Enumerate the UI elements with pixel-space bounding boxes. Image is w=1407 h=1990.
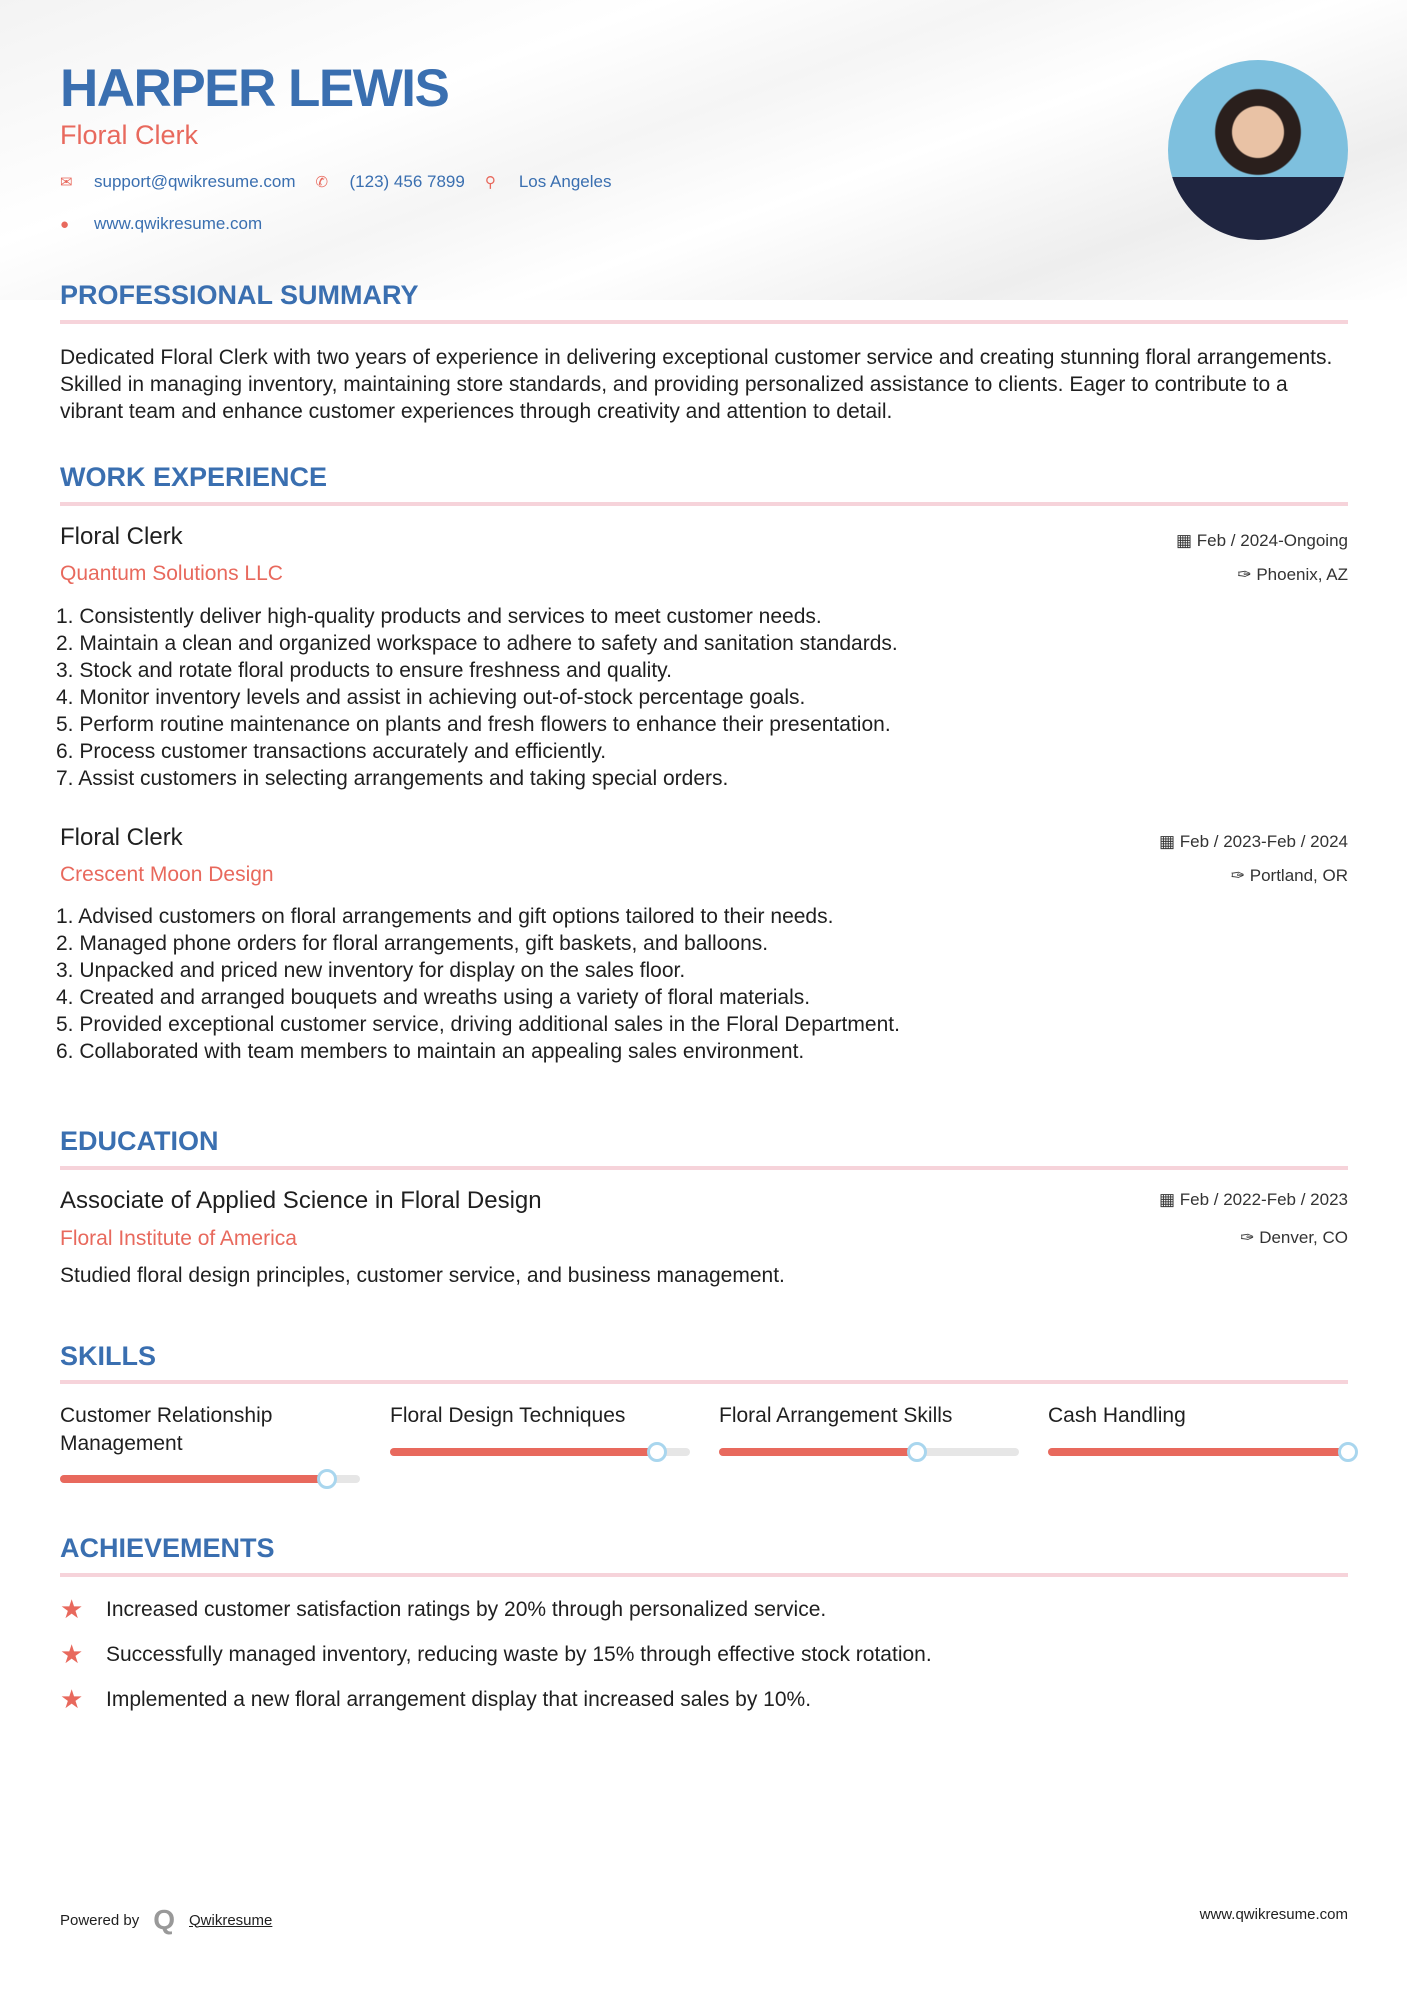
- list-item: 4. Created and arranged bouquets and wreaths using a variety of floral materials.: [56, 986, 811, 1009]
- job-bullets: [56, 903, 900, 1065]
- achievements-heading: ACHIEVEMENTS: [60, 1533, 275, 1563]
- divider: [60, 1166, 1348, 1170]
- powered-by-text: Powered by: [60, 1911, 140, 1929]
- achievement-item: [60, 1639, 932, 1670]
- candidate-title: Floral Clerk: [60, 120, 199, 150]
- pin-icon: ✑: [1230, 866, 1250, 885]
- skill-label: Floral Design Techniques: [390, 1404, 626, 1427]
- skill-level-bar: [719, 1448, 1019, 1456]
- calendar-icon: ▦: [1175, 531, 1197, 550]
- skill-label: Cash Handling: [1048, 1404, 1186, 1427]
- achievement-text: Implemented a new floral arrangement display that increased sales by 10%.: [106, 1687, 812, 1711]
- skill-knob: [647, 1442, 667, 1462]
- website-link[interactable]: www.qwikresume.com: [94, 214, 263, 233]
- email-link[interactable]: support@qwikresume.com: [94, 172, 296, 191]
- list-item: 5. Perform routine maintenance on plants and fresh flowers to enhance their presentation.: [56, 713, 891, 736]
- school-name: Floral Institute of America: [60, 1227, 297, 1250]
- divider: [60, 1573, 1348, 1577]
- phone-text: (123) 456 7899: [349, 172, 465, 191]
- footer-powered: [60, 1904, 272, 1936]
- location-text: Los Angeles: [518, 172, 612, 191]
- skill-level-bar: [390, 1448, 690, 1456]
- list-item: 3. Stock and rotate floral products to ensure freshness and quality.: [56, 659, 672, 682]
- divider: [60, 502, 1348, 506]
- contact-row: [60, 172, 611, 192]
- list-item: 2. Managed phone orders for floral arrangements, gift baskets, and balloons.: [56, 932, 769, 955]
- dates-text: Feb / 2023-Feb / 2024: [1179, 832, 1348, 851]
- list-item: 3. Unpacked and priced new inventory for display on the sales floor.: [56, 959, 686, 982]
- skill-knob: [317, 1469, 337, 1489]
- list-item: 5. Provided exceptional customer service, driving additional sales in the Floral Department.: [56, 1013, 900, 1036]
- job-dates: [1176, 531, 1348, 551]
- list-item: 2. Maintain a clean and organized workspace to adhere to safety and sanitation standards.: [56, 632, 898, 655]
- job-location: [1237, 565, 1348, 585]
- job-location: [1231, 866, 1348, 886]
- calendar-icon: ▦: [1158, 1190, 1180, 1209]
- list-item: 6. Collaborated with team members to maintain an appealing sales environment.: [56, 1040, 805, 1063]
- pin-icon: ✑: [1237, 565, 1257, 584]
- education-location: [1240, 1228, 1348, 1248]
- job-title: Floral Clerk: [60, 824, 183, 851]
- profile-photo: [1168, 60, 1348, 240]
- list-item: 6. Process customer transactions accurately and efficiently.: [56, 740, 607, 763]
- footer-website[interactable]: www.qwikresume.com: [1199, 1906, 1348, 1923]
- star-icon: ★: [60, 1639, 84, 1669]
- divider: [60, 320, 1348, 324]
- globe-icon: ●: [60, 215, 70, 233]
- location-text: Portland, OR: [1249, 866, 1348, 885]
- skill-knob: [907, 1442, 927, 1462]
- degree: Associate of Applied Science in Floral Design: [60, 1187, 542, 1214]
- summary-heading: PROFESSIONAL SUMMARY: [60, 280, 419, 310]
- divider: [60, 1380, 1348, 1384]
- list-item: 1. Advised customers on floral arrangements and gift options tailored to their needs.: [56, 905, 834, 928]
- website-row: [60, 214, 262, 234]
- job-title: Floral Clerk: [60, 523, 183, 550]
- brand-link[interactable]: Qwikresume: [189, 1911, 273, 1929]
- location-text: Denver, CO: [1259, 1228, 1348, 1247]
- education-heading: EDUCATION: [60, 1126, 219, 1156]
- skills-heading: SKILLS: [60, 1341, 157, 1371]
- achievement-item: [60, 1594, 826, 1625]
- skill-label: Floral Arrangement Skills: [719, 1404, 953, 1427]
- summary-text: Dedicated Floral Clerk with two years of experience in delivering exceptional customer service and creating stunning floral arrangements. Skilled in managing inventory, maintaining store standards, and providing personalized assistance to clients. Eager to contribute to a vibrant team and enhance customer experiences through creativity and attention to detail.: [60, 346, 1333, 423]
- list-item: 4. Monitor inventory levels and assist in achieving out-of-stock percentage goals.: [56, 686, 806, 709]
- calendar-icon: ▦: [1158, 832, 1180, 851]
- job-dates: [1159, 832, 1348, 852]
- email-icon: ✉: [60, 174, 73, 191]
- qwikresume-logo-icon: Q: [153, 1904, 175, 1935]
- location-pin-icon: ⚲: [484, 174, 496, 191]
- company-name: Quantum Solutions LLC: [60, 562, 283, 585]
- education-dates: [1159, 1190, 1348, 1210]
- list-item: 7. Assist customers in selecting arrangements and taking special orders.: [56, 767, 729, 790]
- dates-text: Feb / 2022-Feb / 2023: [1179, 1190, 1348, 1209]
- candidate-name: HARPER LEWIS: [60, 59, 449, 118]
- skill-knob: [1338, 1442, 1358, 1462]
- skill-level-bar: [1048, 1448, 1348, 1456]
- star-icon: ★: [60, 1684, 84, 1714]
- achievement-text: Increased customer satisfaction ratings by 20% through personalized service.: [106, 1597, 827, 1621]
- pin-icon: ✑: [1240, 1228, 1260, 1247]
- star-icon: ★: [60, 1594, 84, 1624]
- education-description: Studied floral design principles, customer service, and business management.: [60, 1264, 785, 1287]
- company-name: Crescent Moon Design: [60, 863, 274, 886]
- location-text: Phoenix, AZ: [1256, 565, 1348, 584]
- achievement-text: Successfully managed inventory, reducing waste by 15% through effective stock rotation.: [106, 1642, 932, 1666]
- achievement-item: [60, 1684, 811, 1715]
- job-bullets: [56, 603, 898, 792]
- list-item: 1. Consistently deliver high-quality products and services to meet customer needs.: [56, 605, 822, 628]
- dates-text: Feb / 2024-Ongoing: [1196, 531, 1348, 550]
- skill-level-bar: [60, 1475, 360, 1483]
- phone-icon: ✆: [315, 174, 329, 191]
- work-heading: WORK EXPERIENCE: [60, 462, 328, 492]
- skill-label: Customer Relationship Management: [60, 1404, 273, 1455]
